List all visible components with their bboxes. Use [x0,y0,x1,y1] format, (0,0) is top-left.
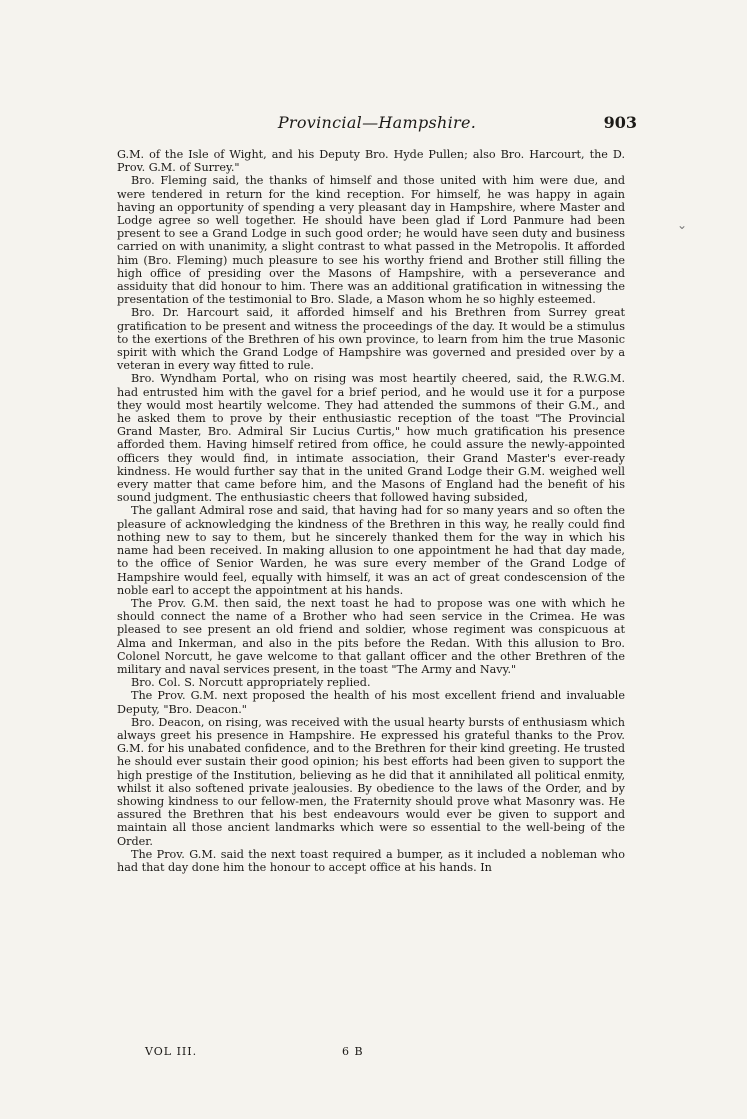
signature-mark: 6 B [342,1045,364,1058]
paragraph: The Prov. G.M. next proposed the health of his most excellent friend and invaluable Deputy, "Bro. Deacon." [117,689,625,716]
page-number: 903 [603,113,637,132]
paragraph: The Prov. G.M. then said, the next toast he had to propose was one with which he should connect the name of a Brother who had seen service in the Crimea. He was pleased to see present an old friend and soldier, whose regiment was conspicuous at Alma and Inkerman, and also in the pits before the Redan. With this allusion to Bro. Colonel Norcutt, he gave welcome to that gallant officer and the other Brethren of the military and naval services present, in the toast "The Army and Navy." [117,596,625,676]
paragraph: G.M. of the Isle of Wight, and his Deputy Bro. Hyde Pullen; also Bro. Harcourt, the D. Prov. G.M. of Surrey." [117,148,625,175]
paragraph: Bro. Dr. Harcourt said, it afforded himself and his Brethren from Surrey great gratification to be present and witness the proceedings of the day. It would be a stimulus to the exertions of the Brethren of his own province, to learn from him the true Masonic spirit with which the Grand Lodge of Hampshire was governed and presided over by a veteran in every way fitted to rule. [117,306,625,373]
paragraph: Bro. Fleming said, the thanks of himself and those united with him were due, and were tendered in return for the kind reception. For himself, he was happy in again having an opportunity of spending a very pleasant day in Hampshire, where Master and Lodge agree so well together. He should have been glad if Lord Panmure had been present to see a Grand Lodge in such good order; he would have seen duty and business carried on with unanimity, a slight contrast to what passed in the Metropolis. It afforded him (Bro. Fleming) much pleasure to see his worthy friend and Brother still filling the high office of presiding over the Masons of Hampshire, with a perseverance and assiduity that did honour to him. There was an additional gratification in witnessing the presentation of the testimonial to Bro. Slade, a Mason whom he so highly esteemed. [117,174,625,307]
paragraph: Bro. Wyndham Portal, who on rising was most heartily cheered, said, the R.W.G.M. had entrusted him with the gavel for a brief period, and he would use it for a purpose they would most heartily welcome. They had attended the summons of their G.M., and he asked them to prove by their enthusiastic reception of the toast "The Provincial Grand Master, Bro. Admiral Sir Lucius Curtis," how much gratification his presence afforded them. Having himself retired from office, he could assure the newly-appointed officers they would find, in intimate association, their Grand Master's ever-ready kindness. He would further say that in the united Grand Lodge their G.M. weighed well every matter that came before him, and the Masons of England had the benefit of his sound judgment. The enthusiastic cheers that followed having subsided, [117,372,625,505]
volume-label: VOL III. [145,1045,198,1058]
running-title: Provincial—Hampshire. [277,113,477,132]
paragraph: The Prov. G.M. said the next toast required a bumper, as it included a nobleman who had that day done him the honour to accept office at his hands. In [117,847,625,874]
body-text [117,148,625,874]
paragraph: Bro. Col. S. Norcutt appropriately replied. [131,676,371,690]
page-header [117,113,637,137]
paragraph: Bro. Deacon, on rising, was received with the usual hearty bursts of enthusiasm which always greet his presence in Hampshire. He expressed his grateful thanks to the Prov. G.M. for his unabated confidence, and to the Brethren for their kind greeting. He trusted he should ever sustain their good opinion; his best efforts had been given to support the high prestige of the Institution, believing as he did that it annihilated all political enmity, whilst it also softened private jealousies. By obedience to the laws of the Order, and by showing kindness to our fellow-men, the Fraternity should prove what Masonry was. He assured the Brethren that his best endeavours would ever be given to support and maintain all those ancient landmarks which were so essential to the well-being of the Order. [117,715,625,848]
margin-mark-icon: ⌄ [677,218,688,232]
paragraph: The gallant Admiral rose and said, that having had for so many years and so often the pleasure of acknowledging the kindness of the Brethren in this way, he really could find nothing new to say to them, but he sincerely thanked them for the way in which his name had been received. In making allusion to one appointment he had that day made, to the office of Senior Warden, he was sure every member of the Grand Lodge of Hampshire would feel, equally with himself, it was an act of great condescension of the noble earl to accept the appointment at his hands. [117,504,625,597]
